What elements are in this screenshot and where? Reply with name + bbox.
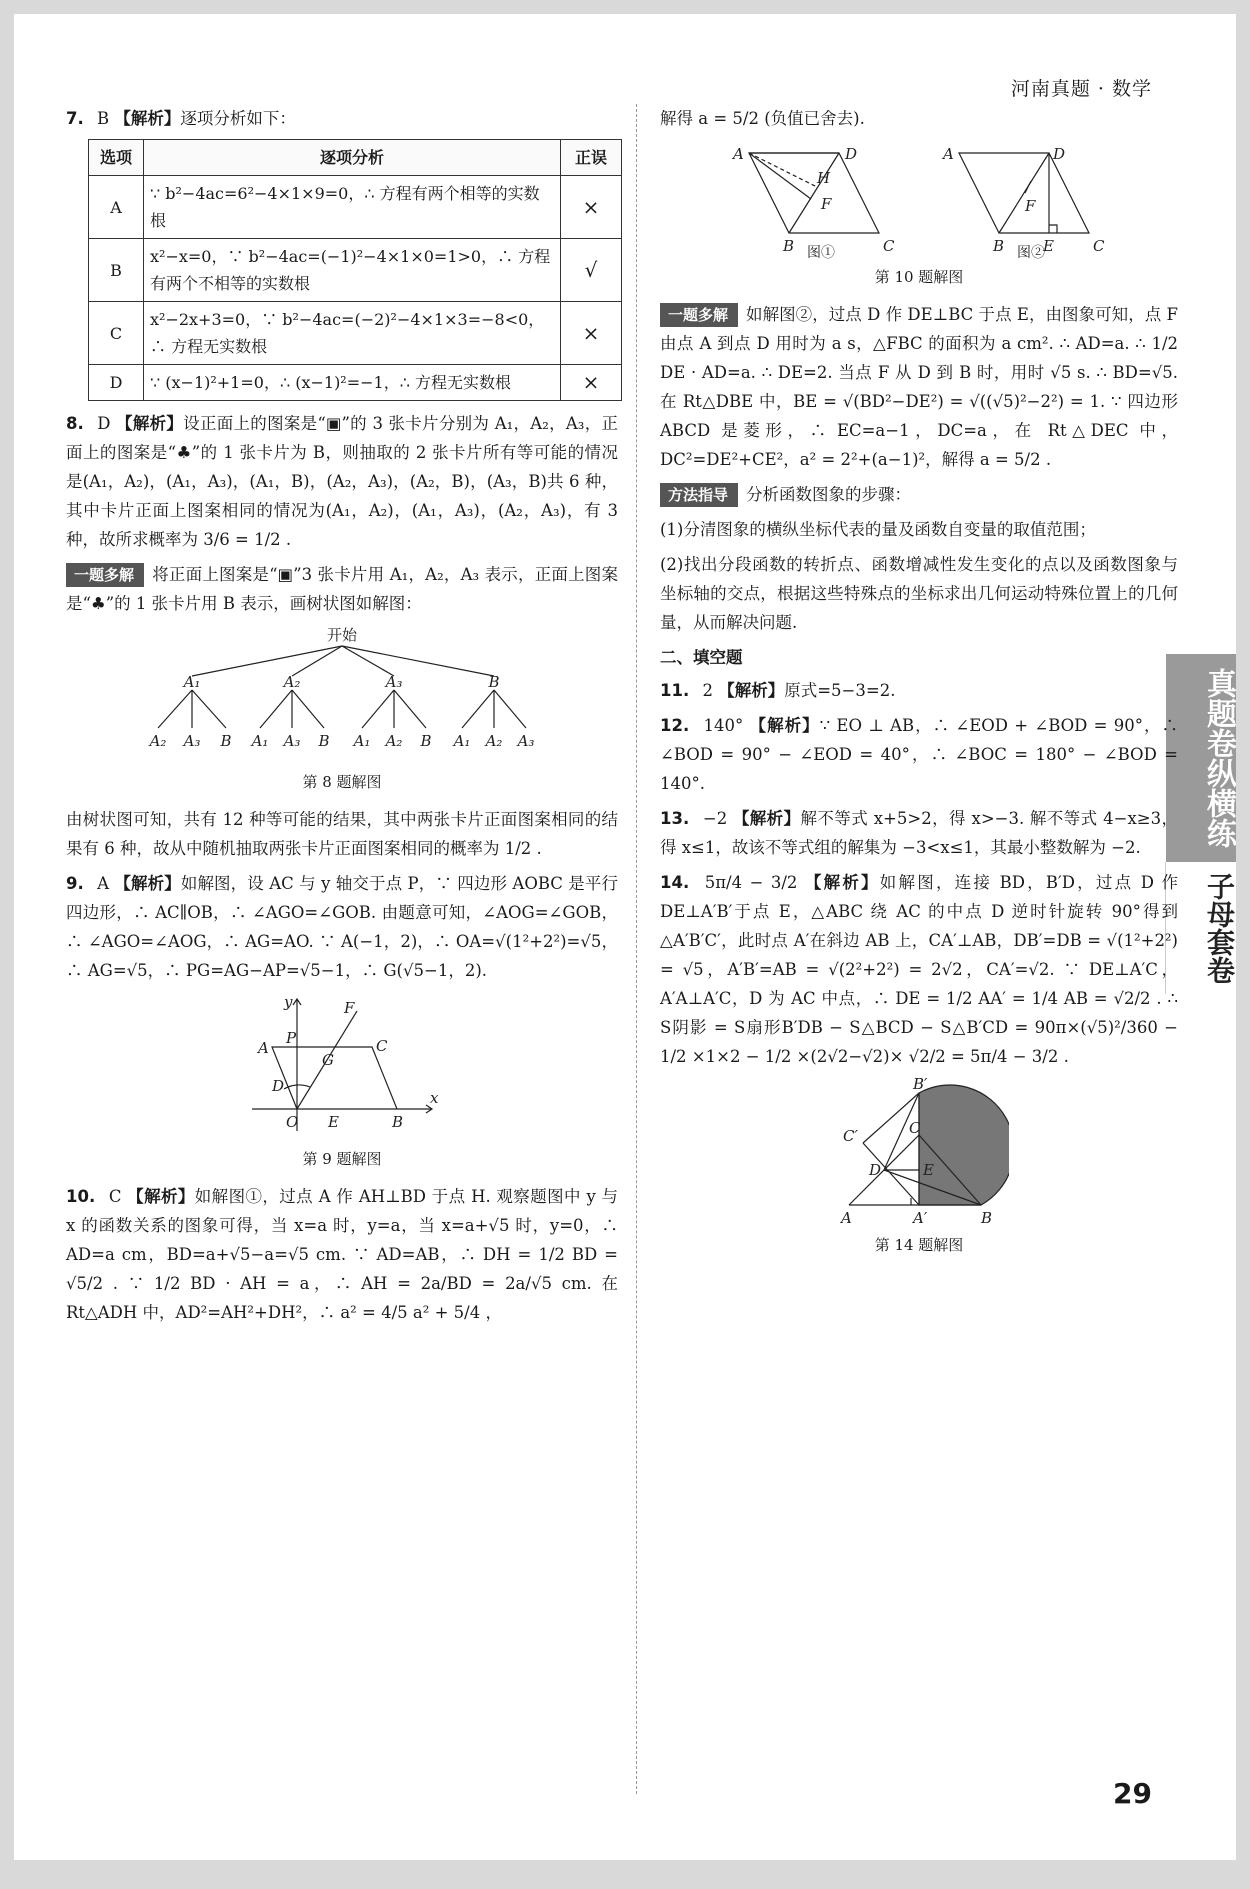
figure-caption: 第 10 题解图 xyxy=(874,268,964,286)
multi-solution xyxy=(66,560,618,618)
point-label: C xyxy=(909,1119,921,1137)
figure-caption: 第 8 题解图 xyxy=(302,773,382,791)
tree-leaf: B xyxy=(420,732,432,750)
q10-figures xyxy=(699,139,1139,259)
tree-node: A₂ xyxy=(283,673,301,691)
svg-text:D: D xyxy=(1053,145,1066,163)
mark-cell: × xyxy=(561,365,622,401)
point-label: A xyxy=(258,1039,269,1057)
point-label: E xyxy=(923,1161,934,1179)
analysis-tag: 【解析】 xyxy=(114,109,181,128)
tree-root: 开始 xyxy=(326,626,358,644)
svg-text:E: E xyxy=(1043,237,1054,255)
tree-leaf: B xyxy=(220,732,232,750)
question-number: 14. xyxy=(660,873,690,892)
solution-text: 如解图，连接 BD，B′D，过点 D 作 DE⊥A′B′于点 E，△ABC 绕 AC 的中点 D 逆时针旋转 90°得到△A′B′C′，此时点 A′在斜边 AB 上，CA′⊥AB，DB′=DB = √(1²+2²) = √5，A′B′=AB = √(2²+2²) = 2√2，CA′=√2. ∵ DE⊥A′C，A′A⊥A′C，D 为 AC 中点，∴ DE = 1/2 AA′ = 1/4 AB = √2/2 . ∴ S阴影 = S扇形B′DB − S△BCD − S△B′CD = 90π×(√5)²/360 − 1/2 ×1×2 − 1/2 ×(2√2−√2)× √2/2 = 5π/4 − 3/2 . xyxy=(660,873,1179,1066)
svg-text:F: F xyxy=(1025,197,1036,215)
solution-text: 设正面上的图案是“▣”的 3 张卡片分别为 A₁，A₂，A₃，正面上的图案是“♣”的 1 张卡片为 B，则抽取的 2 张卡片所有等可能的情况是(A₁，A₂)，(A₁，A₃)，(A₁，B)，(A₂，A₃)，(A₂，B)，(A₃，B)共 6 种，其中卡片正面上图案相同的情况为(A₁，A₂)，(A₁，A₃)，(A₂，A₃)，有 3 种，故所求概率为 3/6 = 1/2 . xyxy=(66,414,618,549)
column-header: 逐项分析 xyxy=(144,140,561,176)
point-label: E xyxy=(328,1113,339,1131)
table-row xyxy=(89,302,622,365)
point-label: B xyxy=(981,1209,993,1227)
axis-label: x xyxy=(430,1089,439,1107)
fig-label: 图① xyxy=(807,245,835,259)
page xyxy=(14,14,1236,1860)
answer: 5π/4 − 3/2 xyxy=(704,873,798,892)
right-column xyxy=(660,104,1178,1268)
solution-text: 原式=5−3=2. xyxy=(784,681,896,700)
tree-leaf: A₃ xyxy=(517,732,535,750)
question-number: 12. xyxy=(660,716,690,735)
option-cell: D xyxy=(89,365,144,401)
question-10 xyxy=(66,1182,618,1327)
tree-node: B xyxy=(488,673,500,691)
page-number: 29 xyxy=(1113,1777,1152,1810)
point-label: C′ xyxy=(843,1127,858,1145)
multi-solution-badge: 一题多解 xyxy=(660,303,738,327)
column-header: 选项 xyxy=(89,140,144,176)
question-number: 7. xyxy=(66,109,84,128)
table-row xyxy=(89,365,622,401)
solution-text: 解不等式 x+5>2，得 x>−3. 解不等式 4−x≥3，得 x≤1，故该不等式组的解集为 −3<x≤1，其最小整数解为 −2. xyxy=(660,809,1178,857)
answer: 2 xyxy=(702,681,713,700)
point-label: F xyxy=(344,999,355,1017)
tree-leaf: A₂ xyxy=(485,732,503,750)
question-number: 9. xyxy=(66,874,84,893)
svg-text:A: A xyxy=(733,145,744,163)
svg-text:H: H xyxy=(817,169,831,187)
figure-caption: 第 9 题解图 xyxy=(302,1150,382,1168)
question-11 xyxy=(660,676,1178,705)
svg-text:D: D xyxy=(845,145,858,163)
tree-node: A₃ xyxy=(385,673,403,691)
question-number: 11. xyxy=(660,681,690,700)
solution-text: 如解图①，过点 A 作 AH⊥BD 于点 H. 观察题图中 y 与 x 的函数关系的图象可得，当 x=a 时，y=a，当 x=a+√5 时，y=0，∴ AD=a cm，BD=a+√5−a=√5 cm. ∵ AD=AB，∴ DH = 1/2 BD = √5/2 . ∵ 1/2 BD · AH = a，∴ AH = 2a/BD = 2a/√5 cm. 在 Rt△ADH 中，AD²=AH²+DH²，∴ a² = 4/5 a² + 5/4 ， xyxy=(66,1187,619,1322)
analysis-tag: 【解析】 xyxy=(749,716,820,735)
analysis-cell: x²−x=0，∵ b²−4ac=(−1)²−4×1×0=1>0，∴ 方程有两个不相等的实数根 xyxy=(144,239,561,302)
side-tab-sub: 子母套卷 xyxy=(1165,862,1236,994)
table-header-row xyxy=(89,140,622,176)
analysis-cell: x²−2x+3=0，∵ b²−4ac=(−2)²−4×1×3=−8<0，∴ 方程无实数根 xyxy=(144,302,561,365)
column-divider xyxy=(636,104,637,1794)
fig-label: 图② xyxy=(1017,245,1045,259)
method-step: (1)分清图象的横纵坐标代表的量及函数自变量的取值范围； xyxy=(660,520,1096,539)
column-header: 正误 xyxy=(561,140,622,176)
tree-leaf: A₃ xyxy=(283,732,301,750)
tree-leaf: A₁ xyxy=(251,732,269,750)
point-label: O xyxy=(286,1113,299,1131)
q9-figure xyxy=(242,991,442,1141)
option-cell: A xyxy=(89,176,144,239)
table-row xyxy=(89,239,622,302)
point-label: C xyxy=(376,1037,388,1055)
tree-leaf: A₃ xyxy=(183,732,201,750)
tree-leaf: A₁ xyxy=(453,732,471,750)
mark-cell: √ xyxy=(561,239,622,302)
multi-solution-text: 如解图②，过点 D 作 DE⊥BC 于点 E，由图象可知，点 F 由点 A 到点 D 用时为 a s，△FBC 的面积为 a cm². ∴ AD=a. ∴ 1/2 DE · AD=a. ∴ DE=2. 当点 F 从 D 到 B 时，用时 √5 s. ∴ BD=√5. 在 Rt△DBE 中，BE = √(BD²−DE²) = √((√5)²−2²) = 1. ∵ 四边形 ABCD 是菱形，∴ EC=a−1，DC=a，在 Rt△DEC 中，DC²=DE²+CE²，a² = 2²+(a−1)²，解得 a = 5/2 . xyxy=(660,305,1178,469)
tree-leaf: A₂ xyxy=(149,732,167,750)
tree-leaf: A₁ xyxy=(353,732,371,750)
point-label: A′ xyxy=(913,1209,928,1227)
q14-figure xyxy=(829,1077,1009,1227)
svg-text:C: C xyxy=(1093,237,1105,255)
analysis-cell: ∵ b²−4ac=6²−4×1×9=0，∴ 方程有两个相等的实数根 xyxy=(144,176,561,239)
option-cell: B xyxy=(89,239,144,302)
point-label: B xyxy=(392,1113,404,1131)
analysis-tag: 【解析】 xyxy=(114,874,181,893)
analysis-table xyxy=(88,139,622,401)
method-guide xyxy=(660,480,1178,509)
point-label: D xyxy=(272,1077,285,1095)
answer: A xyxy=(97,874,110,893)
question-9 xyxy=(66,869,618,985)
tree-leaf: A₂ xyxy=(385,732,403,750)
axis-label: y xyxy=(284,993,293,1011)
analysis-tag: 【解析】 xyxy=(718,681,785,700)
multi-solution xyxy=(660,300,1178,474)
answer: C xyxy=(108,1187,122,1206)
table-row xyxy=(89,176,622,239)
method-step: (2)找出分段函数的转折点、函数增减性发生变化的点以及函数图象与坐标轴的交点，根据这些特殊点的坐标求出几何运动特殊位置上的几何量，从而解决问题. xyxy=(660,555,1178,632)
solution-text: ∵ EO ⊥ AB，∴ ∠EOD + ∠BOD = 90°，∴ ∠BOD = 90° − ∠EOD = 40°，∴ ∠BOC = 180° − ∠BOD = 140°. xyxy=(660,716,1179,793)
answer: D xyxy=(97,414,111,433)
question-number: 10. xyxy=(66,1187,96,1206)
question-number: 13. xyxy=(660,809,690,828)
answer: −2 xyxy=(702,809,728,828)
conclusion-text: 由树状图可知，共有 12 种等可能的结果，其中两张卡片正面图案相同的结果有 6 种，故从中随机抽取两张卡片正面图案相同的概率为 1/2 . xyxy=(66,810,618,858)
question-number: 8. xyxy=(66,414,84,433)
analysis-cell: ∵ (x−1)²+1=0，∴ (x−1)²=−1，∴ 方程无实数根 xyxy=(144,365,561,401)
tree-leaf: B xyxy=(318,732,330,750)
point-label: G xyxy=(322,1051,334,1069)
figure-caption: 第 14 题解图 xyxy=(874,1236,964,1254)
question-13 xyxy=(660,804,1178,862)
tree-diagram xyxy=(132,624,552,764)
method-intro: 分析函数图象的步骤： xyxy=(746,485,912,504)
point-label: B′ xyxy=(913,1077,928,1093)
solution-text: 如解图，设 AC 与 y 轴交于点 P，∵ 四边形 AOBC 是平行四边形，∴ AC∥OB，∴ ∠AGO=∠GOB. 由题意可知，∠AOG=∠GOB，∴ ∠AGO=∠AOG，∴ AG=AO. ∵ A(−1，2)，∴ OA=√(1²+2²)=√5，∴ AG=√5，∴ PG=AG−AP=√5−1，∴ G(√5−1，2). xyxy=(66,874,618,980)
answer: 140° xyxy=(703,716,744,735)
section-title: 二、填空题 xyxy=(660,648,743,667)
svg-text:F: F xyxy=(821,195,832,213)
method-badge: 方法指导 xyxy=(660,483,738,507)
point-label: A xyxy=(841,1209,852,1227)
left-column xyxy=(66,104,618,1333)
question-14 xyxy=(660,868,1178,1071)
answer: B xyxy=(97,109,110,128)
option-cell: C xyxy=(89,302,144,365)
side-tab: 真题卷纵横练 xyxy=(1166,654,1236,862)
analysis-tag: 【解析】 xyxy=(804,873,880,892)
q10-continuation: 解得 a = 5/2 (负值已舍去). xyxy=(660,109,865,128)
svg-text:B: B xyxy=(993,237,1005,255)
analysis-tag: 【解析】 xyxy=(732,809,801,828)
multi-solution-badge: 一题多解 xyxy=(66,563,144,587)
question-7 xyxy=(66,104,618,133)
svg-text:C: C xyxy=(883,237,895,255)
svg-text:A: A xyxy=(943,145,954,163)
point-label: D xyxy=(869,1161,882,1179)
intro-text: 逐项分析如下： xyxy=(180,109,296,128)
multi-solution-text: 将正面上图案是“▣”3 张卡片用 A₁，A₂，A₃ 表示，正面上图案是“♣”的 1 张卡片用 B 表示，画树状图如解图： xyxy=(66,565,618,613)
mark-cell: × xyxy=(561,176,622,239)
mark-cell: × xyxy=(561,302,622,365)
tree-node: A₁ xyxy=(183,673,201,691)
running-header: 河南真题 · 数学 xyxy=(1010,78,1152,100)
question-8 xyxy=(66,409,618,554)
question-12 xyxy=(660,711,1178,798)
analysis-tag: 【解析】 xyxy=(127,1187,195,1206)
point-label: P xyxy=(286,1029,297,1047)
svg-text:B: B xyxy=(783,237,795,255)
analysis-tag: 【解析】 xyxy=(116,414,184,433)
